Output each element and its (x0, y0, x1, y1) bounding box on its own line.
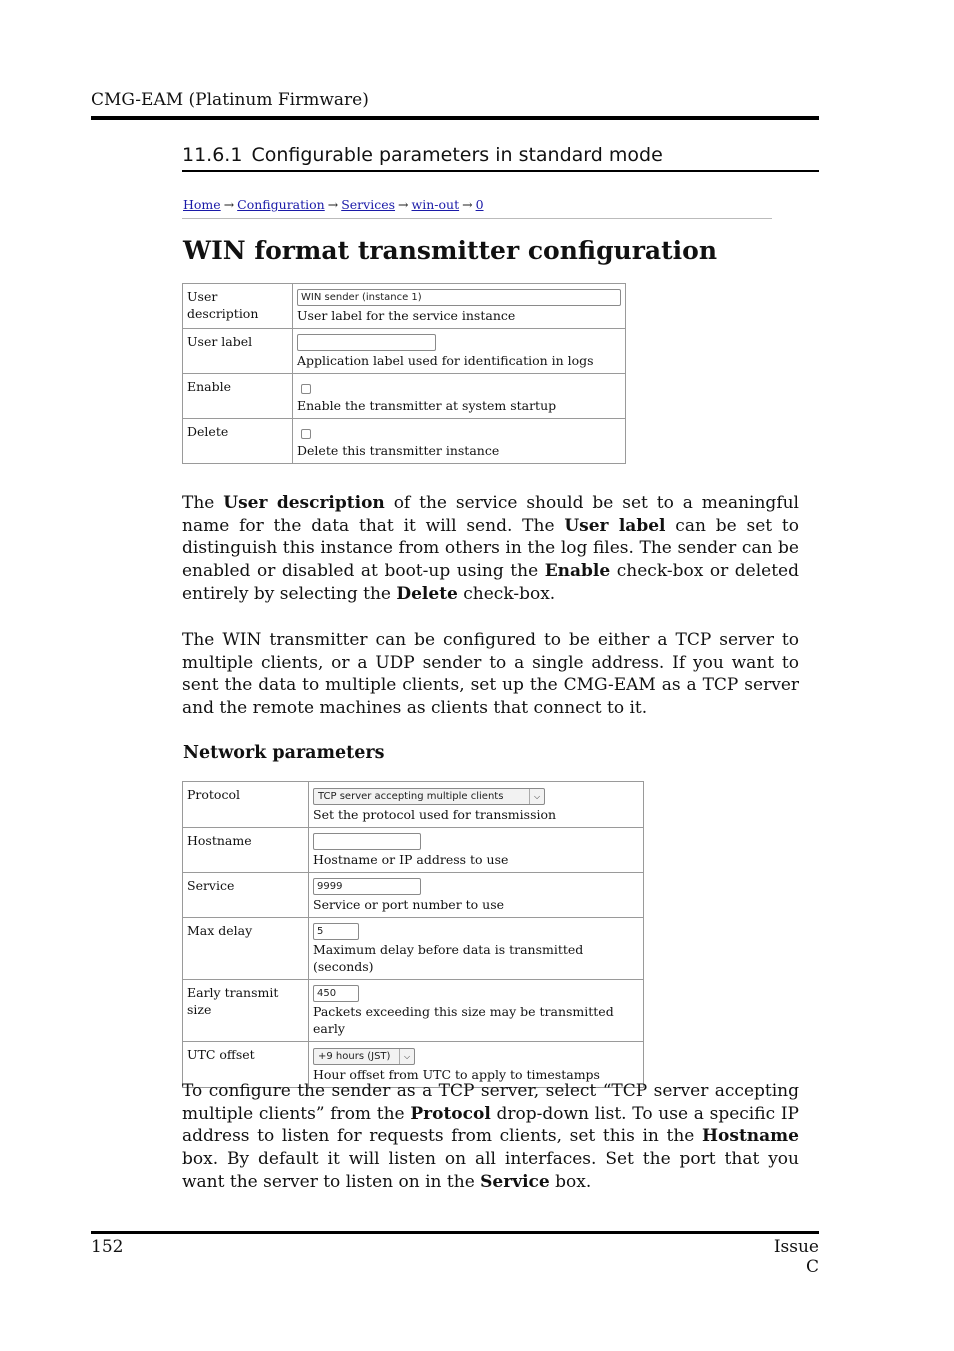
issue-label: Issue C (773, 1237, 819, 1277)
paragraph-tcp-server (182, 1080, 799, 1194)
table-row (183, 329, 626, 374)
enable-label: Enable (183, 374, 293, 419)
table-cell (309, 828, 644, 873)
protocol-help: Set the protocol used for transmission (313, 807, 557, 822)
header-rule (91, 116, 819, 120)
table-row (183, 918, 644, 980)
chevron-down-icon: ⌵ (399, 1049, 414, 1064)
bold-term: User label (564, 515, 666, 536)
max-delay-input[interactable]: 5 (313, 923, 359, 940)
table-cell (293, 419, 626, 464)
utc-offset-select-value: +9 hours (JST) (318, 1051, 391, 1062)
early-transmit-size-label: Early transmit size (183, 980, 309, 1042)
delete-checkbox[interactable] (301, 429, 311, 439)
service-help: Service or port number to use (313, 897, 505, 912)
text-run: The (182, 493, 224, 513)
config-table (182, 283, 626, 464)
breadcrumb-rule (182, 218, 772, 219)
max-delay-label: Max delay (183, 918, 309, 980)
enable-checkbox[interactable] (301, 384, 311, 394)
breadcrumb (183, 197, 484, 212)
table-cell (293, 374, 626, 419)
network-parameters-heading: Network parameters (183, 743, 385, 763)
bold-term: Service (480, 1171, 550, 1192)
section-title: Configurable parameters in standard mode (251, 144, 663, 166)
bold-term: Hostname (701, 1126, 799, 1147)
breadcrumb-separator: → (223, 197, 235, 212)
breadcrumb-instance[interactable]: 0 (475, 197, 484, 212)
table-cell (309, 782, 644, 828)
breadcrumb-separator: → (398, 197, 409, 212)
user-label-label: User label (183, 329, 293, 374)
utc-offset-help: Hour offset from UTC to apply to timestamps (313, 1067, 600, 1082)
max-delay-help: Maximum delay before data is transmitted (seconds) (313, 942, 584, 974)
table-cell (309, 873, 644, 918)
bold-term: Protocol (410, 1103, 491, 1124)
section-rule (182, 170, 819, 172)
early-transmit-size-help: Packets exceeding this size may be transmitted early (313, 1004, 614, 1036)
service-input[interactable]: 9999 (313, 878, 421, 895)
breadcrumb-configuration[interactable]: Configuration (237, 197, 325, 212)
hostname-help: Hostname or IP address to use (313, 852, 509, 867)
table-row (183, 782, 644, 828)
table-row (183, 828, 644, 873)
protocol-select[interactable] (313, 788, 545, 805)
protocol-select-value: TCP server accepting multiple clients (318, 791, 504, 802)
breadcrumb-separator: → (462, 197, 473, 212)
utc-offset-select[interactable] (313, 1048, 415, 1065)
text-run: box. (549, 1171, 592, 1192)
breadcrumb-home[interactable]: Home (183, 197, 221, 212)
text-run: check-box or deleted entirely by selecting the (182, 561, 799, 604)
hostname-input[interactable] (313, 833, 421, 850)
page-title: WIN format transmitter configuration (183, 236, 717, 265)
breadcrumb-separator: → (327, 197, 339, 212)
table-cell (309, 980, 644, 1042)
table-row (183, 980, 644, 1042)
breadcrumb-services[interactable]: Services (341, 197, 396, 212)
table-row (183, 374, 626, 419)
table-cell (309, 918, 644, 980)
bold-term: Delete (396, 583, 458, 604)
utc-offset-label: UTC offset (183, 1042, 309, 1088)
text-run: drop-down list. To use a specific IP address to listen for requests from clients, set this in the (182, 1103, 799, 1147)
paragraph-user-description (182, 492, 799, 606)
table-row (183, 873, 644, 918)
enable-help: Enable the transmitter at system startup (297, 398, 557, 413)
delete-help: Delete this transmitter instance (297, 443, 500, 458)
table-cell (293, 329, 626, 374)
user-description-label: User description (183, 284, 293, 329)
network-table (182, 781, 644, 1088)
text-run: can be set to distinguish this instance from others in the log files. The sender can be enabled or disabled at boot-up using the (182, 515, 799, 582)
section-heading (182, 144, 663, 166)
page-number: 152 (91, 1237, 124, 1257)
text-run: box. By default it will listen on all interfaces. Set the port that you want the server to listen on in the (182, 1149, 799, 1192)
user-description-input[interactable]: WIN sender (instance 1) (297, 289, 621, 306)
hostname-label: Hostname (183, 828, 309, 873)
text-run: of the service should be set to a meaningful name for the data that it will send. The (182, 493, 799, 536)
user-label-input[interactable] (297, 334, 436, 351)
text-run: check-box. (457, 583, 556, 604)
section-number: 11.6.1 (182, 144, 243, 166)
service-label: Service (183, 873, 309, 918)
table-row (183, 419, 626, 464)
text-run: To configure the sender as a TCP server, select “TCP server accepting multiple clients” from the (182, 1081, 799, 1124)
footer-rule (91, 1231, 819, 1234)
bold-term: Enable (544, 561, 611, 582)
chevron-down-icon: ⌵ (529, 789, 544, 804)
user-label-help: Application label used for identification in logs (297, 353, 594, 368)
running-head: CMG-EAM (Platinum Firmware) (91, 90, 369, 110)
user-description-help: User label for the service instance (297, 308, 516, 323)
early-transmit-size-input[interactable]: 450 (313, 985, 359, 1002)
table-row (183, 284, 626, 329)
delete-label: Delete (183, 419, 293, 464)
protocol-label: Protocol (183, 782, 309, 828)
paragraph-transmitter-modes: The WIN transmitter can be configured to be either a TCP server to multiple clients, or a UDP sender to a single address. If you want to sent the data to multiple clients, set up the CMG-EAM as a TCP server and the remote machines as clients that connect to it. (182, 630, 799, 719)
bold-term: User description (223, 493, 385, 513)
table-cell (293, 284, 626, 329)
breadcrumb-win-out[interactable]: win-out (411, 197, 460, 212)
